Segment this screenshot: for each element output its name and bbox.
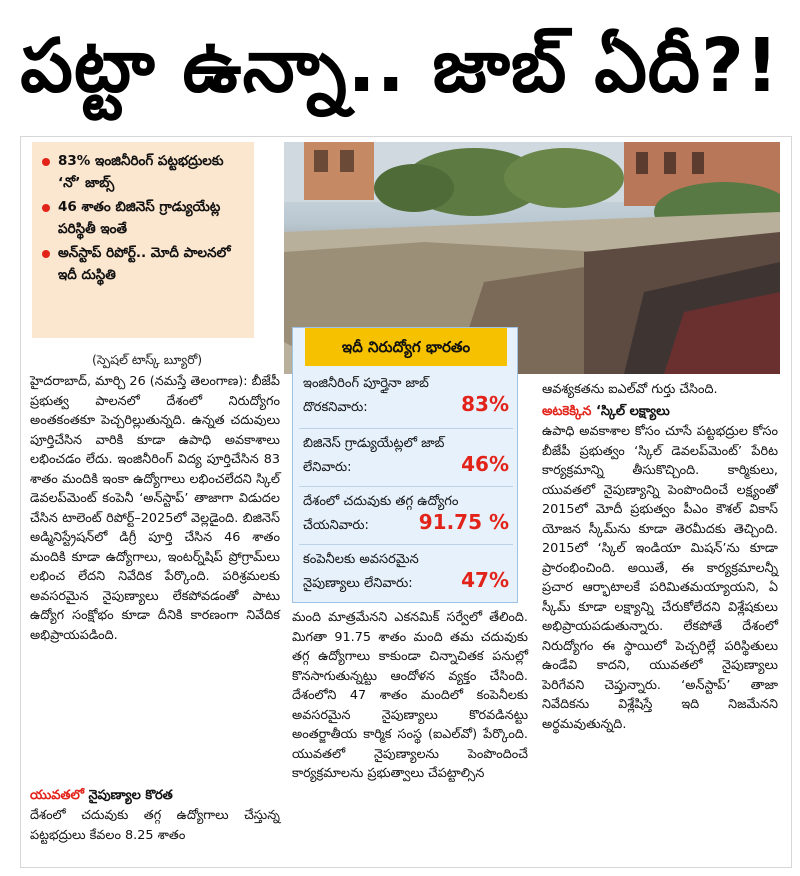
stat-label: లేనివారు: (303, 460, 352, 475)
stat-label: కంపెనీలకు అవసరమైన (303, 552, 419, 567)
highlights-box (32, 142, 254, 338)
byline: (స్పెషల్ టాస్క్ బ్యూరో) (92, 352, 203, 367)
highlight-text: అన్‌స్టాప్ రిపోర్ట్.. మోదీ పాలనలో ఇదీ దుస్థితి (58, 245, 231, 283)
bullet-icon (42, 250, 50, 258)
highlight-text: 83% ఇంజినీరింగ్ పట్టభద్రులకు ‘నో’ జాబ్స్ (58, 153, 224, 191)
stat-label: చేయనివారు: (303, 518, 369, 533)
highlight-text: 46 శాతం బిజినెస్ గ్రాడ్యుయేట్ల పరిస్థితీ ఇంతే (58, 199, 221, 237)
paragraph: దేశంలో చదువుకు తగ్గ ఉద్యోగాలు చేస్తున్న పట్టభద్రులు కేవలం 8.25 శాతం (30, 808, 280, 843)
highlight-item (42, 150, 246, 194)
stat-label: ఇంజినీరింగ్ పూర్తైనా జాబ్ (303, 376, 429, 391)
stat-label: నైపుణ్యాలు లేనివారు: (303, 576, 413, 591)
bullet-icon (42, 158, 50, 166)
divider (299, 486, 513, 487)
subheading-accent: అటకెక్కిన (542, 404, 592, 419)
subheading-accent: యువతలో (30, 788, 84, 803)
paragraph: ఉపాధి అవకాశాల కోసం చూసే పట్టభద్రుల కోసం బీజేపీ ప్రభుత్వం ‘స్కిల్ డెవలప్‌మెంట్’ పేరిట కార్యక్రమాన్ని తీసుకొచ్చింది. కార్మికులు, యువతలో నైపుణ్యాన్ని పెంపొందించే లక్ష్యంతో 2015లో మోదీ ప్రభుత్వం పీఎం కౌశల్ వికాస్ యోజన స్కీమ్‌ను కూడా తెరమీదకు తెచ్చింది. 2015లో ‘స్కిల్ ఇండియా మిషన్’ను కూడా ప్రారంభించింది. అయితే, ఈ కార్యక్రమాలన్నీ ప్రచార ఆర్భాటాలకే పరిమితమయ్యాయని, ఏ స్కీమ్ కూడా లక్ష్యాన్ని చేరుకోలేదని విశ్లేషకులు అభిప్రాయపడుతున్నారు. లేకపోతే దేశంలో నిరుద్యోగం ఈ స్థాయిలో పెచ్చరిల్లే పరిస్థితులు ఉండేవి కాదని, యువతలో నైపుణ్యాలు పెరిగేవని చెప్తున్నారు. ‘అన్‌స్టాప్’ తాజా నివేదికను విశ్లేషిస్తే ఇది నిజమేనని అర్థమవుతున్నది. (542, 424, 778, 732)
article-column-1 (30, 372, 280, 645)
subheading-text: ‘స్కిల్ లక్ష్యాలు (591, 404, 670, 419)
stat-value: 83% (461, 392, 509, 416)
divider (299, 544, 513, 545)
stat-skills (303, 550, 509, 594)
highlight-item (42, 242, 246, 286)
divider (299, 428, 513, 429)
subheading-text: నైపుణ్యాల కొరత (83, 788, 173, 803)
article-column-3-cont (542, 422, 778, 734)
highlight-item (42, 196, 246, 240)
stat-value: 91.75 % (418, 510, 509, 534)
headline: పట్టా ఉన్నా.. జాబ్ ఏదీ?! (20, 23, 780, 109)
article-column-1-cont (30, 806, 280, 845)
stat-label: బిజినెస్ గ్రాడ్యుయేట్లలో జాబ్ (303, 436, 445, 451)
article-column-2 (292, 608, 528, 784)
stat-label: దొరకనివారు: (303, 400, 368, 415)
stat-mismatch (303, 492, 509, 536)
paragraph: హైదరాబాద్, మార్చి 26 (నమస్తే తెలంగాణ): బీజేపీ ప్రభుత్వ పాలనలో దేశంలో నిరుద్యోగం అంతకంతకూ పెచ్చరిల్లుతున్నది. ఉన్నత చదువులు పూర్తిచేసిన వారికి కూడా ఉపాధి అవకాశాలు లభించడం లేదు. ఇంజినీరింగ్ విద్య పూర్తిచేసిన 83 శాతం మందికి ఇంకా ఉద్యోగాలు లభించలేదని స్కిల్ డెవలప్‌మెంట్ కంపెనీ ‘అన్‌స్టాప్’ తాజాగా విడుదల చేసిన టాలెంట్ రిపోర్ట్–2025లో వెల్లడైంది. బిజినెస్ అడ్మినిస్ట్రేషన్‌లో డిగ్రీ పూర్తి చేసిన 46 శాతం మందికి కూడా ఉద్యోగాలు, ఇంటర్న్‌షిప్ ప్రోగ్రామ్‌లు లభించ లేదని నివేదిక పేర్కొంది. పరిశ్రమలకు అవసరమైన నైపుణ్యాలు లేకపోవడంతో పాటు ఉద్యోగ సంక్షోభం కూడా దీనికి కారణంగా నివేదిక అభిప్రాయపడింది. (30, 374, 280, 643)
stat-value: 47% (461, 568, 509, 592)
subheading (542, 402, 670, 422)
infobox-title: ఇదీ నిరుద్యోగ భారతం (305, 328, 507, 366)
stat-label: దేశంలో చదువుకు తగ్గ ఉద్యోగం (303, 494, 459, 509)
paragraph: ఆవశ్యకతను ఐఎల్‌వో గుర్తు చేసింది. (542, 382, 718, 397)
stat-business (303, 434, 509, 478)
article-column-3 (542, 380, 778, 400)
bullet-icon (42, 204, 50, 212)
stat-engineering (303, 374, 509, 418)
paragraph: మంది మాత్రమేనని ఎకనమిక్ సర్వేలో తేలింది. మిగతా 91.75 శాతం మంది తమ చదువుకు తగ్గ ఉద్యోగాలు కాకుండా చిన్నాచితక పనుల్లో కొనసాగుతున్నట్టు ఆందోళన వ్యక్తం చేసింది. దేశంలోని 47 శాతం మందిలో కంపెనీలకు అవసరమైన నైపుణ్యాలు కొరవడినట్టు అంతర్జాతీయ కార్మిక సంస్థ (ఐఎల్‌వో) పేర్కొంది. యువతలో నైపుణ్యాలను పెంపొందించే కార్యక్రమాలను ప్రభుత్వాలు చేపట్టాల్సిన (292, 610, 528, 781)
stat-value: 46% (461, 452, 509, 476)
stats-infobox (292, 327, 518, 603)
subheading (30, 786, 173, 806)
